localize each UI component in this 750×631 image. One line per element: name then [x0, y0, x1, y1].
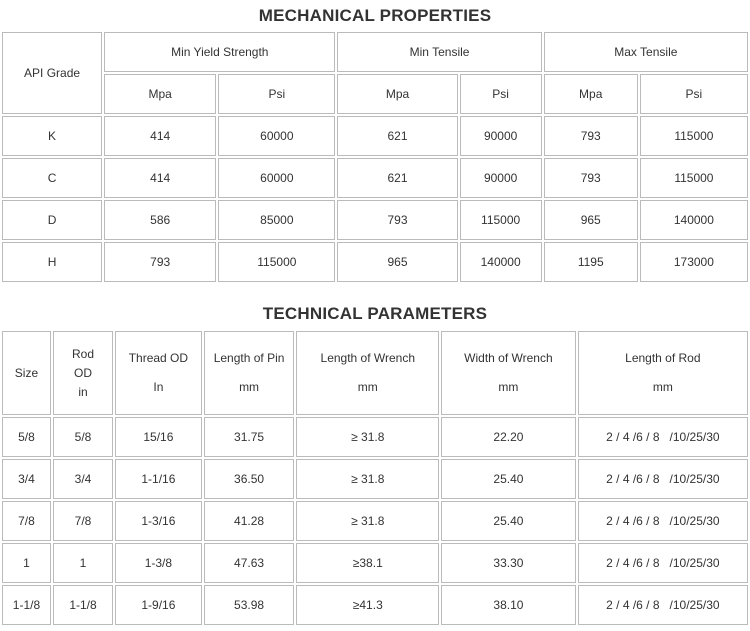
thread-od-label: Thread OD	[128, 351, 189, 365]
mechanical-properties-title: MECHANICAL PROPERTIES	[258, 6, 492, 25]
table-row	[2, 242, 748, 282]
table-cell: 793	[544, 158, 638, 198]
table-row	[2, 200, 748, 240]
grade-cell: D	[2, 200, 102, 240]
grade-cell: K	[2, 116, 102, 156]
table-cell: 621	[337, 158, 457, 198]
grade-cell: H	[2, 242, 102, 282]
unit-cell: Psi	[218, 74, 335, 114]
rod-od-header	[53, 331, 113, 415]
table-cell: 53.98	[204, 585, 295, 625]
table-header-row	[2, 32, 748, 72]
rod-od-label: Rod	[71, 346, 94, 361]
unit-cell: Mpa	[104, 74, 216, 114]
table-cell: 36.50	[204, 459, 295, 499]
rod-od-label-2: OD	[73, 365, 92, 380]
table-cell: 22.20	[441, 417, 576, 457]
thread-od-unit: In	[153, 380, 164, 394]
table-cell: 1-3/16	[115, 501, 202, 541]
api-grade-header: API Grade	[2, 32, 102, 114]
table-cell: 5/8	[2, 417, 51, 457]
thread-od-header	[115, 331, 202, 415]
table-cell: 47.63	[204, 543, 295, 583]
table-cell: 25.40	[441, 459, 576, 499]
table-cell: 31.75	[204, 417, 295, 457]
table-cell: 2 / 4 /6 / 8 /10/25/30	[578, 585, 748, 625]
table-cell: ≥ 31.8	[296, 459, 439, 499]
table-cell: 140000	[640, 200, 748, 240]
table-cell: 90000	[460, 158, 542, 198]
length-of-pin-label: Length of Pin	[213, 351, 285, 365]
table-cell: 1-9/16	[115, 585, 202, 625]
table-cell: 90000	[460, 116, 542, 156]
table-cell: 621	[337, 116, 457, 156]
table-cell: 140000	[460, 242, 542, 282]
table-row	[2, 158, 748, 198]
table-cell: 60000	[218, 158, 335, 198]
length-of-rod-label: Length of Rod	[625, 351, 701, 365]
table-cell: 1195	[544, 242, 638, 282]
table-cell: 173000	[640, 242, 748, 282]
table-cell: 3/4	[53, 459, 113, 499]
table-cell: 115000	[640, 116, 748, 156]
table-cell: ≥ 31.8	[296, 501, 439, 541]
table-row	[2, 543, 748, 583]
mechanical-properties-table	[0, 30, 750, 284]
table-cell: 1-3/8	[115, 543, 202, 583]
table-cell: 38.10	[441, 585, 576, 625]
table-cell: 85000	[218, 200, 335, 240]
length-of-wrench-header	[296, 331, 439, 415]
table-cell: 25.40	[441, 501, 576, 541]
table-cell: 1-1/16	[115, 459, 202, 499]
table-cell: 15/16	[115, 417, 202, 457]
table-cell: 5/8	[53, 417, 113, 457]
table-cell: ≥ 31.8	[296, 417, 439, 457]
table-cell: 1-1/8	[2, 585, 51, 625]
unit-cell: Psi	[460, 74, 542, 114]
max-tensile-header: Max Tensile	[544, 32, 748, 72]
table-cell: 115000	[460, 200, 542, 240]
table-cell: 1	[2, 543, 51, 583]
table-cell: 7/8	[2, 501, 51, 541]
table-row	[2, 417, 748, 457]
min-yield-strength-header: Min Yield Strength	[104, 32, 335, 72]
grade-cell: C	[2, 158, 102, 198]
table-cell: 7/8	[53, 501, 113, 541]
table-cell: ≥38.1	[296, 543, 439, 583]
length-of-rod-unit: mm	[652, 380, 673, 394]
table-row	[2, 116, 748, 156]
length-of-rod-header	[578, 331, 748, 415]
table-cell: 115000	[218, 242, 335, 282]
length-of-pin-header	[204, 331, 295, 415]
technical-parameters-table	[0, 329, 750, 627]
table-cell: 1	[53, 543, 113, 583]
technical-parameters-title: TECHNICAL PARAMETERS	[262, 304, 488, 323]
table-cell: 2 / 4 /6 / 8 /10/25/30	[578, 501, 748, 541]
table-cell: 2 / 4 /6 / 8 /10/25/30	[578, 417, 748, 457]
table-cell: 793	[337, 200, 457, 240]
table-cell: 414	[104, 158, 216, 198]
width-of-wrench-header	[441, 331, 576, 415]
table-row	[2, 585, 748, 625]
unit-cell: Mpa	[337, 74, 457, 114]
table-cell: 3/4	[2, 459, 51, 499]
table-cell: 2 / 4 /6 / 8 /10/25/30	[578, 459, 748, 499]
length-of-wrench-unit: mm	[357, 380, 378, 394]
width-of-wrench-unit: mm	[498, 380, 519, 394]
unit-cell: Psi	[640, 74, 748, 114]
table-cell: 414	[104, 116, 216, 156]
table-unit-row	[2, 74, 748, 114]
table-header-row	[2, 331, 748, 415]
size-header: Size	[2, 331, 51, 415]
table-row	[2, 501, 748, 541]
table-row	[2, 459, 748, 499]
table-cell: 586	[104, 200, 216, 240]
rod-od-unit: in	[78, 384, 88, 399]
unit-cell: Mpa	[544, 74, 638, 114]
length-of-wrench-label: Length of Wrench	[320, 351, 416, 365]
table-cell: 965	[544, 200, 638, 240]
min-tensile-header: Min Tensile	[337, 32, 541, 72]
table-cell: 793	[544, 116, 638, 156]
table-cell: 60000	[218, 116, 335, 156]
table-cell: 793	[104, 242, 216, 282]
table-cell: 2 / 4 /6 / 8 /10/25/30	[578, 543, 748, 583]
table-cell: ≥41.3	[296, 585, 439, 625]
table-cell: 41.28	[204, 501, 295, 541]
table-cell: 115000	[640, 158, 748, 198]
table-cell: 965	[337, 242, 457, 282]
length-of-pin-unit: mm	[239, 380, 260, 394]
width-of-wrench-label: Width of Wrench	[464, 351, 553, 365]
table-cell: 33.30	[441, 543, 576, 583]
table-cell: 1-1/8	[53, 585, 113, 625]
